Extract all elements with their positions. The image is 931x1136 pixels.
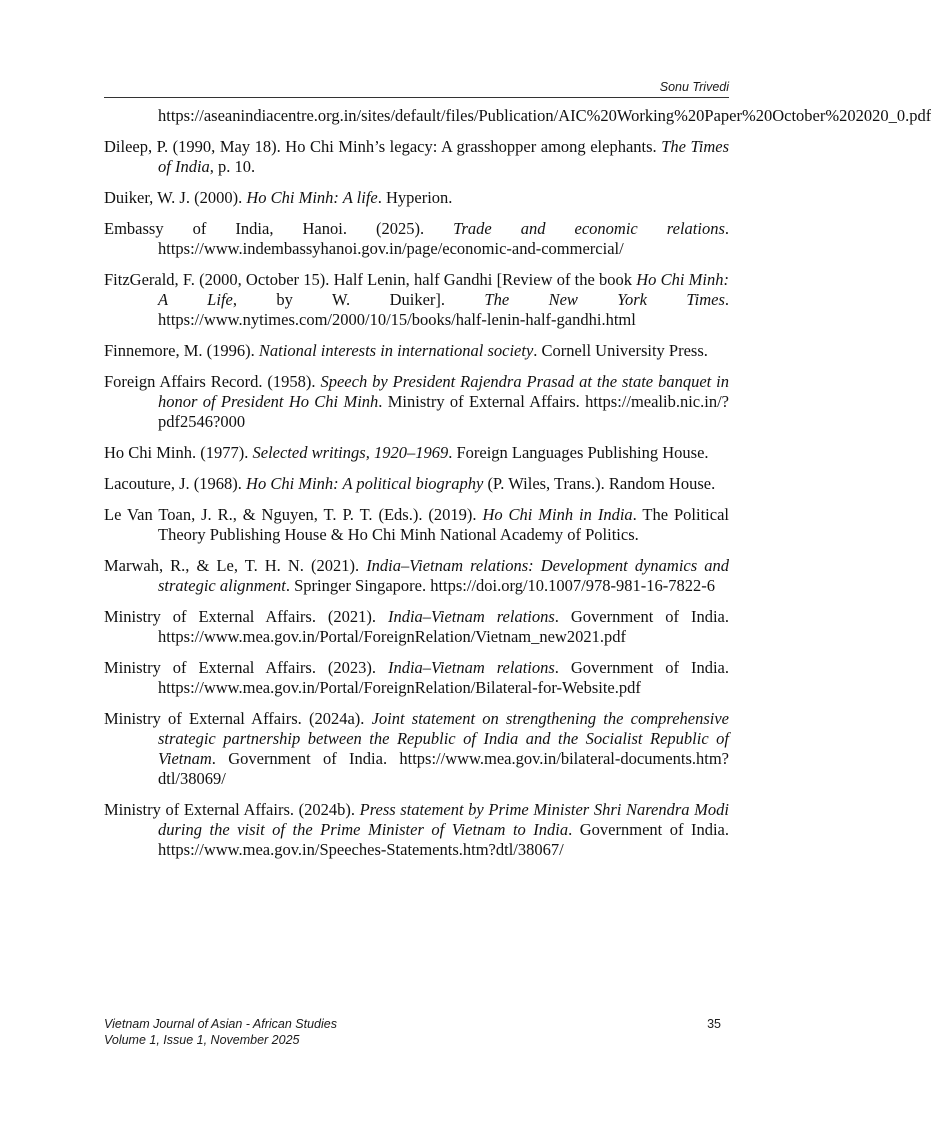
- reference-title: Speech by President Rajendra Prasad at the state banquet in honor of President Ho Chi Minh: [158, 372, 729, 411]
- reference-text: (P. Wiles, Trans.). Random House.: [483, 474, 716, 493]
- reference-text: . Government of India. https://www.mea.gov.in/Portal/ForeignRelation/Bilateral-for-Website.pdf: [158, 658, 729, 697]
- reference-text: . Ministry of External Affairs. https://mealib.nic.in/?pdf2546?000: [158, 392, 730, 431]
- reference-entries: [104, 137, 729, 860]
- reference-title: India–Vietnam relations: [387, 658, 555, 677]
- author-name: Sonu Trivedi: [659, 80, 729, 94]
- reference-title: Joint statement on strengthening the comprehensive strategic partnership between the Republic of India and the Socialist Republic of Vietnam: [158, 709, 729, 768]
- reference-title: India–Vietnam relations: [387, 607, 555, 626]
- reference-entry: [104, 188, 729, 208]
- reference-text: . Springer Singapore. https://doi.org/10.1007/978-981-16-7822-6: [285, 576, 715, 595]
- continuation-url[interactable]: https://aseanindiacentre.org.in/sites/default/files/Publication/AIC%20Working%20Paper%20October%202020_0.pdf: [158, 106, 931, 125]
- reference-text: . https://www.nytimes.com/2000/10/15/books/half-lenin-half-gandhi.html: [158, 290, 729, 329]
- reference-title: Ho Chi Minh: A Life: [158, 270, 729, 309]
- reference-text: . Cornell University Press.: [533, 341, 708, 360]
- reference-list: [104, 106, 931, 871]
- page-footer: [104, 1016, 729, 1048]
- reference-text: . Government of India. https://www.mea.gov.in/Speeches-Statements.htm?dtl/38067/: [158, 820, 729, 859]
- reference-text: Ministry of External Affairs. (2024a).: [104, 709, 372, 728]
- reference-text: Marwah, R., & Le, T. H. N. (2021).: [104, 556, 367, 575]
- running-head: [104, 78, 729, 98]
- reference-entry: [104, 270, 729, 330]
- reference-title: Trade and economic relations: [453, 219, 725, 238]
- reference-text: , by W. Duiker].: [232, 290, 485, 309]
- reference-text: Finnemore, M. (1996).: [104, 341, 259, 360]
- reference-entry: [104, 443, 729, 463]
- reference-title: Selected writings, 1920–1969: [252, 443, 449, 462]
- reference-text: Duiker, W. J. (2000).: [104, 188, 247, 207]
- reference-title: Ho Chi Minh: A political biography: [246, 474, 484, 493]
- reference-entry: [104, 556, 729, 596]
- reference-text: Ministry of External Affairs. (2021).: [104, 607, 388, 626]
- reference-entry: [104, 474, 729, 494]
- reference-text: . Foreign Languages Publishing House.: [448, 443, 709, 462]
- reference-entry: [104, 372, 729, 432]
- page-number: 35: [707, 1017, 721, 1031]
- reference-entry: [104, 219, 729, 259]
- reference-text: Ministry of External Affairs. (2023).: [104, 658, 388, 677]
- reference-entry: [104, 341, 729, 361]
- reference-title: The New York Times: [484, 290, 725, 309]
- reference-text: . Government of India. https://www.mea.gov.in/Portal/ForeignRelation/Vietnam_new2021.pdf: [158, 607, 729, 646]
- reference-text: Foreign Affairs Record. (1958).: [104, 372, 321, 391]
- reference-title: The Times of India: [158, 137, 729, 176]
- journal-title: Vietnam Journal of Asian - African Studies: [104, 1017, 337, 1031]
- reference-text: Ministry of External Affairs. (2024b).: [104, 800, 360, 819]
- reference-text: Embassy of India, Hanoi. (2025).: [104, 219, 454, 238]
- reference-text: . The Political Theory Publishing House & Ho Chi Minh National Academy of Politics.: [158, 505, 729, 544]
- reference-text: FitzGerald, F. (2000, October 15). Half Lenin, half Gandhi [Review of the book: [104, 270, 637, 289]
- reference-text: Ho Chi Minh. (1977).: [104, 443, 253, 462]
- reference-text: Le Van Toan, J. R., & Nguyen, T. P. T. (Eds.). (2019).: [104, 505, 483, 524]
- reference-entry: [104, 709, 729, 789]
- reference-title: National interests in international society: [258, 341, 534, 360]
- reference-text: Lacouture, J. (1968).: [104, 474, 247, 493]
- reference-entry: [104, 505, 729, 545]
- reference-text: . Hyperion.: [377, 188, 453, 207]
- reference-entry: [104, 658, 729, 698]
- reference-continuation: [104, 106, 931, 126]
- reference-title: Ho Chi Minh in India: [482, 505, 633, 524]
- reference-text: . Government of India. https://www.mea.gov.in/bilateral-documents.htm?dtl/38069/: [158, 749, 729, 788]
- reference-title: Ho Chi Minh: A life: [246, 188, 378, 207]
- reference-title: Press statement by Prime Minister Shri Narendra Modi during the visit of the Prime Minister of Vietnam to India: [158, 800, 730, 839]
- reference-entry: [104, 607, 729, 647]
- reference-text: Dileep, P. (1990, May 18). Ho Chi Minh’s legacy: A grasshopper among elephants.: [104, 137, 662, 156]
- reference-title: India–Vietnam relations: Development dynamics and strategic alignment: [158, 556, 729, 595]
- reference-text: , p. 10.: [209, 157, 256, 176]
- journal-issue: Volume 1, Issue 1, November 2025: [104, 1033, 300, 1047]
- reference-entry: [104, 800, 729, 860]
- reference-entry: [104, 137, 729, 177]
- reference-text: . https://www.indembassyhanoi.gov.in/page/economic-and-commercial/: [158, 219, 729, 258]
